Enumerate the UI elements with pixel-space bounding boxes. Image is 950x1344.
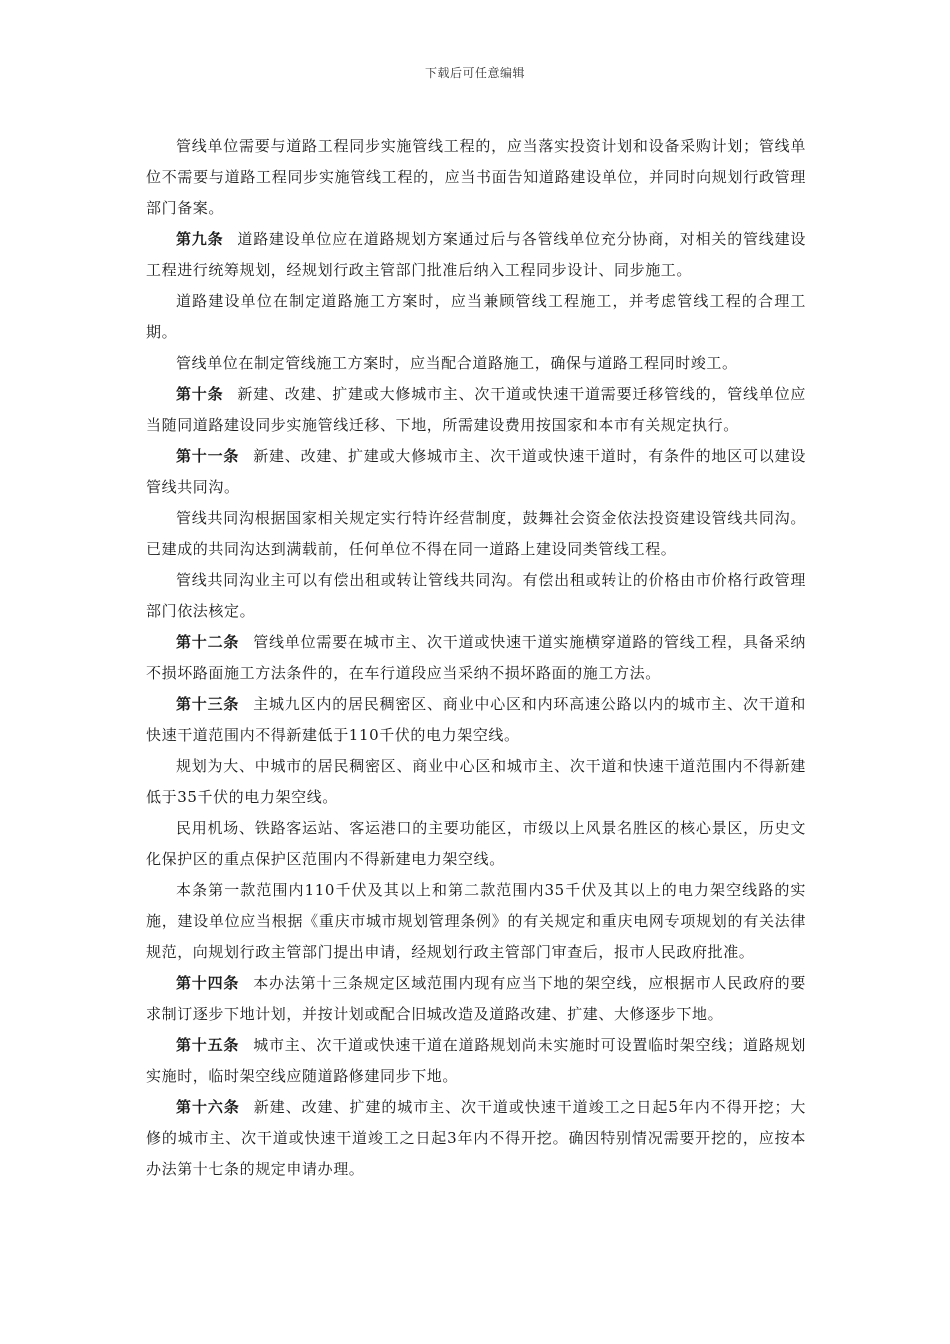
paragraph (146, 627, 806, 689)
paragraph (146, 968, 806, 1030)
paragraph (146, 348, 806, 379)
paragraph (146, 131, 806, 224)
paragraph-text: 城市主、次干道或快速干道在道路规划尚未实施时可设置临时架空线；道路规划实施时，临时架空线应随道路修建同步下地。 (146, 1036, 806, 1085)
paragraph-text: 新建、改建、扩建的城市主、次干道或快速干道竣工之日起5年内不得开挖；大修的城市主、次干道或快速干道竣工之日起3年内不得开挖。确因特别情况需要开挖的，应按本办法第十七条的规定申请办理。 (146, 1098, 807, 1178)
paragraph (146, 875, 806, 968)
paragraph (146, 565, 806, 627)
paragraph-text: 民用机场、铁路客运站、客运港口的主要功能区，市级以上风景名胜区的核心景区，历史文化保护区的重点保护区范围内不得新建电力架空线。 (146, 819, 806, 868)
paragraph-text: 规划为大、中城市的居民稠密区、商业中心区和城市主、次干道和快速干道范围内不得新建低于35千伏的电力架空线。 (146, 757, 806, 806)
paragraph (146, 689, 806, 751)
article-number: 第十三条 (176, 695, 240, 713)
paragraph-text: 道路建设单位应在道路规划方案通过后与各管线单位充分协商，对相关的管线建设工程进行统筹规划，经规划行政主管部门批准后纳入工程同步设计、同步施工。 (146, 230, 806, 279)
document-body (146, 131, 806, 1185)
paragraph-text: 本办法第十三条规定区域范围内现有应当下地的架空线，应根据市人民政府的要求制订逐步下地计划，并按计划或配合旧城改造及道路改建、扩建、大修逐步下地。 (146, 974, 806, 1023)
article-number: 第十五条 (176, 1036, 240, 1054)
paragraph-text: 管线单位需要与道路工程同步实施管线工程的，应当落实投资计划和设备采购计划；管线单位不需要与道路工程同步实施管线工程的，应当书面告知道路建设单位，并同时向规划行政管理部门备案。 (146, 137, 806, 217)
article-number: 第十二条 (176, 633, 240, 651)
page-header: 下载后可任意编辑 (424, 66, 525, 80)
paragraph (146, 751, 806, 813)
paragraph (146, 224, 806, 286)
article-number: 第十六条 (176, 1098, 240, 1116)
paragraph-text: 管线单位需要在城市主、次干道或快速干道实施横穿道路的管线工程，具备采纳不损坏路面施工方法条件的，在车行道段应当采纳不损坏路面的施工方法。 (146, 633, 806, 682)
paragraph-text: 新建、改建、扩建或大修城市主、次干道或快速干道时，有条件的地区可以建设管线共同沟。 (146, 447, 806, 496)
paragraph (146, 1030, 806, 1092)
paragraph-text: 道路建设单位在制定道路施工方案时，应当兼顾管线工程施工，并考虑管线工程的合理工期。 (146, 292, 806, 341)
paragraph-text: 管线单位在制定管线施工方案时，应当配合道路施工，确保与道路工程同时竣工。 (176, 354, 738, 372)
paragraph-text: 管线共同沟业主可以有偿出租或转让管线共同沟。有偿出租或转让的价格由市价格行政管理部门依法核定。 (146, 571, 806, 620)
paragraph-text: 主城九区内的居民稠密区、商业中心区和内环高速公路以内的城市主、次干道和快速干道范围内不得新建低于110千伏的电力架空线。 (146, 695, 806, 744)
article-number: 第十一条 (176, 447, 240, 465)
article-number: 第十四条 (176, 974, 240, 992)
paragraph (146, 379, 806, 441)
paragraph (146, 286, 806, 348)
paragraph-text: 管线共同沟根据国家相关规定实行特许经营制度，鼓舞社会资金依法投资建设管线共同沟。已建成的共同沟达到满载前，任何单位不得在同一道路上建设同类管线工程。 (146, 509, 806, 558)
paragraph-text: 新建、改建、扩建或大修城市主、次干道或快速干道需要迁移管线的，管线单位应当随同道路建设同步实施管线迁移、下地，所需建设费用按国家和本市有关规定执行。 (146, 385, 806, 434)
article-number: 第十条 (176, 385, 224, 403)
article-number: 第九条 (176, 230, 224, 248)
paragraph (146, 813, 806, 875)
paragraph (146, 503, 806, 565)
paragraph (146, 441, 806, 503)
paragraph-text: 本条第一款范围内110千伏及其以上和第二款范围内35千伏及其以上的电力架空线路的实施，建设单位应当根据《重庆市城市规划管理条例》的有关规定和重庆电网专项规划的有关法律规范，向规划行政主管部门提出申请，经规划行政主管部门审查后，报市人民政府批准。 (146, 881, 806, 961)
paragraph (146, 1092, 806, 1185)
